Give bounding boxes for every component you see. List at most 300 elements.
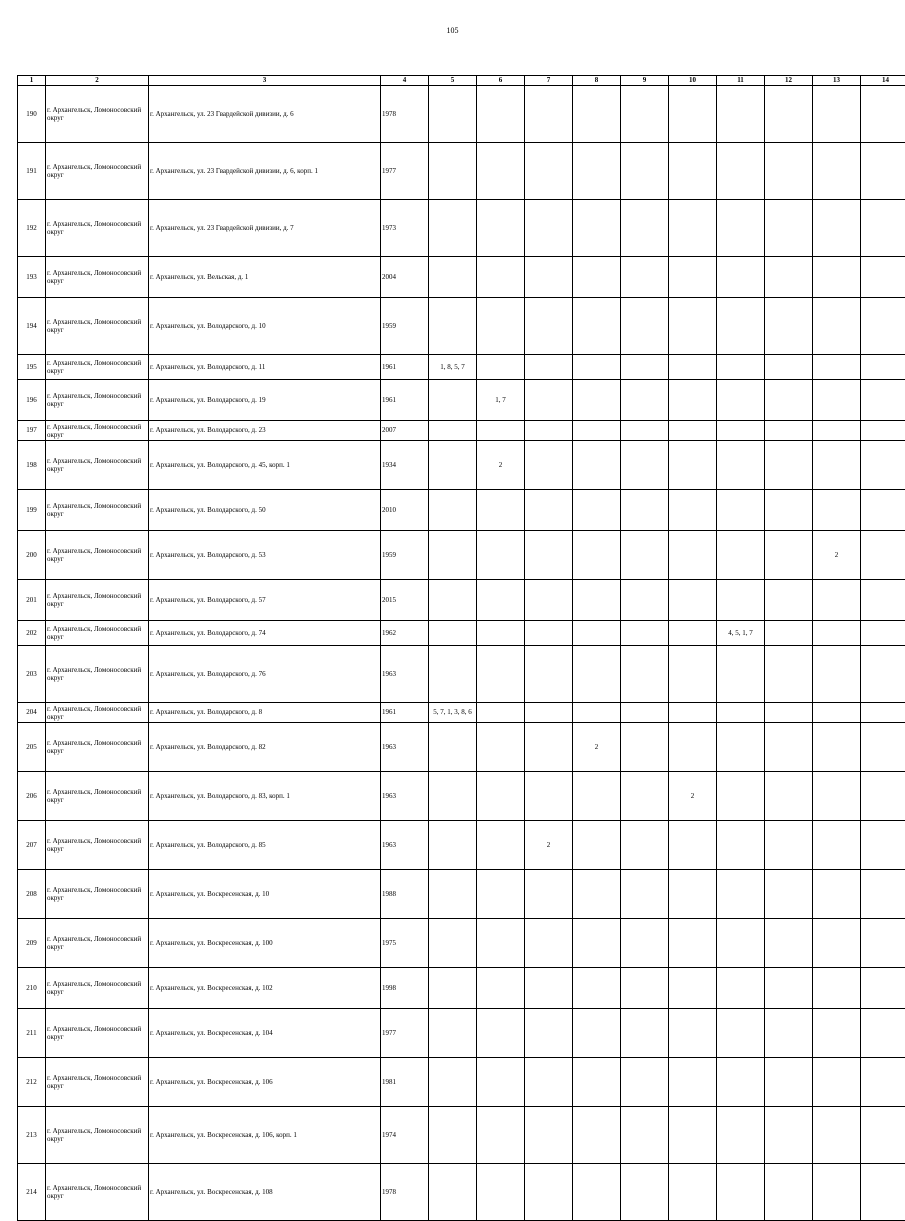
column-9-cell	[621, 441, 669, 490]
column-11-cell	[717, 257, 765, 298]
column-14-cell	[861, 968, 905, 1009]
table-row	[18, 646, 905, 703]
row-number-cell: 206	[18, 772, 46, 821]
year-cell: 1961	[381, 380, 429, 421]
column-12-cell	[765, 646, 813, 703]
location-cell: г. Архангельск, Ломоносовский округ	[46, 441, 149, 490]
column-11-cell	[717, 86, 765, 143]
location-cell: г. Архангельск, Ломоносовский округ	[46, 968, 149, 1009]
column-8-cell	[573, 298, 621, 355]
column-8-cell	[573, 143, 621, 200]
column-11-cell	[717, 821, 765, 870]
location-cell: г. Архангельск, Ломоносовский округ	[46, 143, 149, 200]
column-5-cell	[429, 298, 477, 355]
column-14-cell	[861, 772, 905, 821]
column-10-cell	[669, 257, 717, 298]
column-13-cell	[813, 703, 861, 723]
year-cell: 1959	[381, 531, 429, 580]
column-6-cell	[477, 1058, 525, 1107]
column-6-cell	[477, 1164, 525, 1221]
column-6-cell: 2	[477, 441, 525, 490]
column-12-cell	[765, 531, 813, 580]
column-14-cell	[861, 1058, 905, 1107]
column-11-cell	[717, 355, 765, 380]
column-6-cell	[477, 86, 525, 143]
column-5-cell	[429, 490, 477, 531]
column-13-cell	[813, 355, 861, 380]
column-14-cell	[861, 355, 905, 380]
column-11-cell	[717, 490, 765, 531]
column-6-cell	[477, 531, 525, 580]
row-number-cell: 194	[18, 298, 46, 355]
column-13-cell	[813, 441, 861, 490]
table-row	[18, 421, 905, 441]
column-7-cell	[525, 531, 573, 580]
register-table	[17, 75, 905, 1221]
table-row	[18, 1058, 905, 1107]
address-cell: г. Архангельск, ул. Воскресенская, д. 102	[149, 968, 381, 1009]
column-14-cell	[861, 1107, 905, 1164]
address-cell: г. Архангельск, ул. Володарского, д. 19	[149, 380, 381, 421]
column-14-cell	[861, 257, 905, 298]
column-14-cell	[861, 1164, 905, 1221]
location-cell: г. Архангельск, Ломоносовский округ	[46, 723, 149, 772]
row-number-cell: 192	[18, 200, 46, 257]
column-14-cell	[861, 723, 905, 772]
column-10-cell	[669, 200, 717, 257]
year-cell: 2004	[381, 257, 429, 298]
column-13-cell	[813, 772, 861, 821]
column-header-11: 11	[717, 76, 765, 86]
column-9-cell	[621, 580, 669, 621]
column-9-cell	[621, 355, 669, 380]
column-13-cell	[813, 143, 861, 200]
column-12-cell	[765, 621, 813, 646]
column-10-cell	[669, 1058, 717, 1107]
column-7-cell	[525, 86, 573, 143]
column-5-cell	[429, 1164, 477, 1221]
column-14-cell	[861, 441, 905, 490]
column-13-cell	[813, 621, 861, 646]
column-12-cell	[765, 441, 813, 490]
column-10-cell: 2	[669, 772, 717, 821]
column-12-cell	[765, 143, 813, 200]
column-10-cell	[669, 646, 717, 703]
year-cell: 1961	[381, 355, 429, 380]
location-cell: г. Архангельск, Ломоносовский округ	[46, 200, 149, 257]
column-header-9: 9	[621, 76, 669, 86]
column-11-cell	[717, 870, 765, 919]
column-13-cell	[813, 723, 861, 772]
column-10-cell	[669, 870, 717, 919]
column-8-cell	[573, 580, 621, 621]
column-10-cell	[669, 919, 717, 968]
column-12-cell	[765, 919, 813, 968]
column-7-cell	[525, 580, 573, 621]
column-header-2: 2	[46, 76, 149, 86]
column-11-cell	[717, 200, 765, 257]
column-9-cell	[621, 723, 669, 772]
row-number-cell: 208	[18, 870, 46, 919]
row-number-cell: 198	[18, 441, 46, 490]
column-9-cell	[621, 1107, 669, 1164]
column-14-cell	[861, 490, 905, 531]
row-number-cell: 210	[18, 968, 46, 1009]
column-13-cell	[813, 1058, 861, 1107]
address-cell: г. Архангельск, ул. Воскресенская, д. 106, корп. 1	[149, 1107, 381, 1164]
table-row	[18, 1164, 905, 1221]
table-row	[18, 257, 905, 298]
column-14-cell	[861, 580, 905, 621]
column-7-cell	[525, 257, 573, 298]
column-6-cell: 1, 7	[477, 380, 525, 421]
column-9-cell	[621, 703, 669, 723]
column-9-cell	[621, 1164, 669, 1221]
row-number-cell: 201	[18, 580, 46, 621]
column-13-cell	[813, 1009, 861, 1058]
table-row	[18, 1107, 905, 1164]
page-number: 105	[0, 26, 905, 35]
address-cell: г. Архангельск, ул. Воскресенская, д. 104	[149, 1009, 381, 1058]
column-13-cell	[813, 919, 861, 968]
column-14-cell	[861, 646, 905, 703]
column-6-cell	[477, 646, 525, 703]
column-5-cell	[429, 441, 477, 490]
column-8-cell	[573, 257, 621, 298]
column-header-7: 7	[525, 76, 573, 86]
column-9-cell	[621, 421, 669, 441]
column-13-cell	[813, 200, 861, 257]
column-6-cell	[477, 490, 525, 531]
row-number-cell: 204	[18, 703, 46, 723]
column-7-cell	[525, 703, 573, 723]
column-header-8: 8	[573, 76, 621, 86]
table-row	[18, 355, 905, 380]
column-13-cell	[813, 86, 861, 143]
year-cell: 1998	[381, 968, 429, 1009]
address-cell: г. Архангельск, ул. Воскресенская, д. 100	[149, 919, 381, 968]
column-11-cell	[717, 1107, 765, 1164]
location-cell: г. Архангельск, Ломоносовский округ	[46, 355, 149, 380]
table-row	[18, 703, 905, 723]
column-13-cell	[813, 257, 861, 298]
column-6-cell	[477, 703, 525, 723]
column-8-cell: 2	[573, 723, 621, 772]
row-number-cell: 193	[18, 257, 46, 298]
table-row	[18, 621, 905, 646]
location-cell: г. Архангельск, Ломоносовский округ	[46, 703, 149, 723]
column-13-cell	[813, 380, 861, 421]
column-header-5: 5	[429, 76, 477, 86]
location-cell: г. Архангельск, Ломоносовский округ	[46, 86, 149, 143]
column-11-cell	[717, 919, 765, 968]
column-8-cell	[573, 703, 621, 723]
location-cell: г. Архангельск, Ломоносовский округ	[46, 772, 149, 821]
table-row	[18, 143, 905, 200]
row-number-cell: 213	[18, 1107, 46, 1164]
location-cell: г. Архангельск, Ломоносовский округ	[46, 919, 149, 968]
column-9-cell	[621, 200, 669, 257]
address-cell: г. Архангельск, ул. Воскресенская, д. 10	[149, 870, 381, 919]
column-8-cell	[573, 86, 621, 143]
location-cell: г. Архангельск, Ломоносовский округ	[46, 1107, 149, 1164]
header-row	[18, 76, 905, 86]
table-row	[18, 531, 905, 580]
column-12-cell	[765, 257, 813, 298]
column-10-cell	[669, 821, 717, 870]
table-row	[18, 86, 905, 143]
year-cell: 1974	[381, 1107, 429, 1164]
column-9-cell	[621, 380, 669, 421]
table-row	[18, 200, 905, 257]
location-cell: г. Архангельск, Ломоносовский округ	[46, 531, 149, 580]
column-header-3: 3	[149, 76, 381, 86]
column-5-cell	[429, 531, 477, 580]
column-8-cell	[573, 441, 621, 490]
column-9-cell	[621, 490, 669, 531]
table-row	[18, 919, 905, 968]
column-6-cell	[477, 200, 525, 257]
column-6-cell	[477, 968, 525, 1009]
column-7-cell	[525, 421, 573, 441]
column-11-cell	[717, 380, 765, 421]
table-row	[18, 490, 905, 531]
column-14-cell	[861, 621, 905, 646]
column-10-cell	[669, 1164, 717, 1221]
column-8-cell	[573, 968, 621, 1009]
column-5-cell	[429, 919, 477, 968]
column-10-cell	[669, 490, 717, 531]
column-6-cell	[477, 723, 525, 772]
column-5-cell: 5, 7, 1, 3, 8, 6	[429, 703, 477, 723]
column-10-cell	[669, 441, 717, 490]
row-number-cell: 205	[18, 723, 46, 772]
table-row	[18, 380, 905, 421]
column-8-cell	[573, 421, 621, 441]
column-9-cell	[621, 821, 669, 870]
address-cell: г. Архангельск, ул. 23 Гвардейской дивизии, д. 6	[149, 86, 381, 143]
column-10-cell	[669, 968, 717, 1009]
column-11-cell	[717, 298, 765, 355]
column-13-cell	[813, 298, 861, 355]
column-7-cell	[525, 380, 573, 421]
column-9-cell	[621, 86, 669, 143]
location-cell: г. Архангельск, Ломоносовский округ	[46, 580, 149, 621]
column-12-cell	[765, 580, 813, 621]
column-7-cell	[525, 143, 573, 200]
table-row	[18, 870, 905, 919]
column-12-cell	[765, 355, 813, 380]
row-number-cell: 202	[18, 621, 46, 646]
year-cell: 1963	[381, 821, 429, 870]
column-header-13: 13	[813, 76, 861, 86]
year-cell: 2010	[381, 490, 429, 531]
column-13-cell	[813, 821, 861, 870]
column-7-cell	[525, 646, 573, 703]
location-cell: г. Архангельск, Ломоносовский округ	[46, 621, 149, 646]
address-cell: г. Архангельск, ул. Володарского, д. 53	[149, 531, 381, 580]
table-body	[18, 86, 905, 1221]
column-5-cell	[429, 421, 477, 441]
column-6-cell	[477, 870, 525, 919]
column-5-cell	[429, 200, 477, 257]
column-14-cell	[861, 86, 905, 143]
year-cell: 1959	[381, 298, 429, 355]
address-cell: г. Архангельск, ул. 23 Гвардейской дивизии, д. 6, корп. 1	[149, 143, 381, 200]
address-cell: г. Архангельск, ул. Володарского, д. 82	[149, 723, 381, 772]
column-6-cell	[477, 257, 525, 298]
column-13-cell	[813, 968, 861, 1009]
year-cell: 1978	[381, 86, 429, 143]
column-9-cell	[621, 968, 669, 1009]
column-7-cell	[525, 200, 573, 257]
column-header-12: 12	[765, 76, 813, 86]
year-cell: 1975	[381, 919, 429, 968]
row-number-cell: 196	[18, 380, 46, 421]
column-5-cell	[429, 1107, 477, 1164]
address-cell: г. Архангельск, ул. Володарского, д. 74	[149, 621, 381, 646]
table-row	[18, 580, 905, 621]
column-14-cell	[861, 1009, 905, 1058]
column-8-cell	[573, 355, 621, 380]
column-14-cell	[861, 531, 905, 580]
column-7-cell	[525, 1164, 573, 1221]
year-cell: 1977	[381, 143, 429, 200]
column-9-cell	[621, 257, 669, 298]
column-11-cell	[717, 1058, 765, 1107]
column-10-cell	[669, 1009, 717, 1058]
column-11-cell: 4, 5, 1, 7	[717, 621, 765, 646]
column-8-cell	[573, 380, 621, 421]
column-11-cell	[717, 723, 765, 772]
column-7-cell	[525, 772, 573, 821]
column-11-cell	[717, 646, 765, 703]
column-5-cell	[429, 86, 477, 143]
column-5-cell	[429, 772, 477, 821]
address-cell: г. Архангельск, ул. Володарского, д. 85	[149, 821, 381, 870]
year-cell: 1963	[381, 723, 429, 772]
column-14-cell	[861, 200, 905, 257]
column-12-cell	[765, 821, 813, 870]
column-8-cell	[573, 646, 621, 703]
column-10-cell	[669, 421, 717, 441]
column-7-cell	[525, 1058, 573, 1107]
row-number-cell: 199	[18, 490, 46, 531]
column-6-cell	[477, 772, 525, 821]
column-6-cell	[477, 1107, 525, 1164]
column-9-cell	[621, 870, 669, 919]
column-5-cell	[429, 870, 477, 919]
column-8-cell	[573, 490, 621, 531]
column-5-cell	[429, 621, 477, 646]
year-cell: 1963	[381, 646, 429, 703]
column-7-cell	[525, 355, 573, 380]
column-11-cell	[717, 703, 765, 723]
column-9-cell	[621, 646, 669, 703]
column-5-cell	[429, 968, 477, 1009]
column-7-cell	[525, 968, 573, 1009]
column-7-cell	[525, 298, 573, 355]
location-cell: г. Архангельск, Ломоносовский округ	[46, 490, 149, 531]
column-7-cell	[525, 723, 573, 772]
column-10-cell	[669, 621, 717, 646]
column-7-cell: 2	[525, 821, 573, 870]
column-9-cell	[621, 1009, 669, 1058]
row-number-cell: 214	[18, 1164, 46, 1221]
year-cell: 2015	[381, 580, 429, 621]
column-12-cell	[765, 772, 813, 821]
year-cell: 1973	[381, 200, 429, 257]
column-14-cell	[861, 380, 905, 421]
column-9-cell	[621, 531, 669, 580]
column-5-cell	[429, 143, 477, 200]
column-12-cell	[765, 298, 813, 355]
year-cell: 1977	[381, 1009, 429, 1058]
location-cell: г. Архангельск, Ломоносовский округ	[46, 1009, 149, 1058]
address-cell: г. Архангельск, ул. Володарского, д. 57	[149, 580, 381, 621]
column-10-cell	[669, 531, 717, 580]
column-11-cell	[717, 580, 765, 621]
year-cell: 1962	[381, 621, 429, 646]
column-8-cell	[573, 821, 621, 870]
column-10-cell	[669, 1107, 717, 1164]
column-14-cell	[861, 919, 905, 968]
column-7-cell	[525, 1009, 573, 1058]
column-9-cell	[621, 772, 669, 821]
column-5-cell	[429, 257, 477, 298]
column-8-cell	[573, 200, 621, 257]
year-cell: 1981	[381, 1058, 429, 1107]
location-cell: г. Архангельск, Ломоносовский округ	[46, 1164, 149, 1221]
column-8-cell	[573, 772, 621, 821]
year-cell: 1988	[381, 870, 429, 919]
address-cell: г. Архангельск, ул. Володарского, д. 50	[149, 490, 381, 531]
column-7-cell	[525, 441, 573, 490]
address-cell: г. Архангельск, ул. Володарского, д. 83, корп. 1	[149, 772, 381, 821]
address-cell: г. Архангельск, ул. Володарского, д. 45, корп. 1	[149, 441, 381, 490]
column-6-cell	[477, 821, 525, 870]
column-10-cell	[669, 355, 717, 380]
column-6-cell	[477, 621, 525, 646]
column-13-cell	[813, 646, 861, 703]
column-12-cell	[765, 200, 813, 257]
column-12-cell	[765, 968, 813, 1009]
column-14-cell	[861, 821, 905, 870]
column-11-cell	[717, 143, 765, 200]
year-cell: 1934	[381, 441, 429, 490]
column-12-cell	[765, 1058, 813, 1107]
table-row	[18, 772, 905, 821]
column-14-cell	[861, 870, 905, 919]
column-6-cell	[477, 421, 525, 441]
column-12-cell	[765, 490, 813, 531]
column-10-cell	[669, 86, 717, 143]
column-13-cell	[813, 421, 861, 441]
column-5-cell	[429, 1009, 477, 1058]
column-8-cell	[573, 919, 621, 968]
year-cell: 1963	[381, 772, 429, 821]
column-6-cell	[477, 1009, 525, 1058]
address-cell: г. Архангельск, ул. Воскресенская, д. 106	[149, 1058, 381, 1107]
column-10-cell	[669, 723, 717, 772]
column-10-cell	[669, 380, 717, 421]
column-10-cell	[669, 580, 717, 621]
column-9-cell	[621, 143, 669, 200]
row-number-cell: 195	[18, 355, 46, 380]
column-6-cell	[477, 355, 525, 380]
location-cell: г. Архангельск, Ломоносовский округ	[46, 421, 149, 441]
column-5-cell	[429, 380, 477, 421]
